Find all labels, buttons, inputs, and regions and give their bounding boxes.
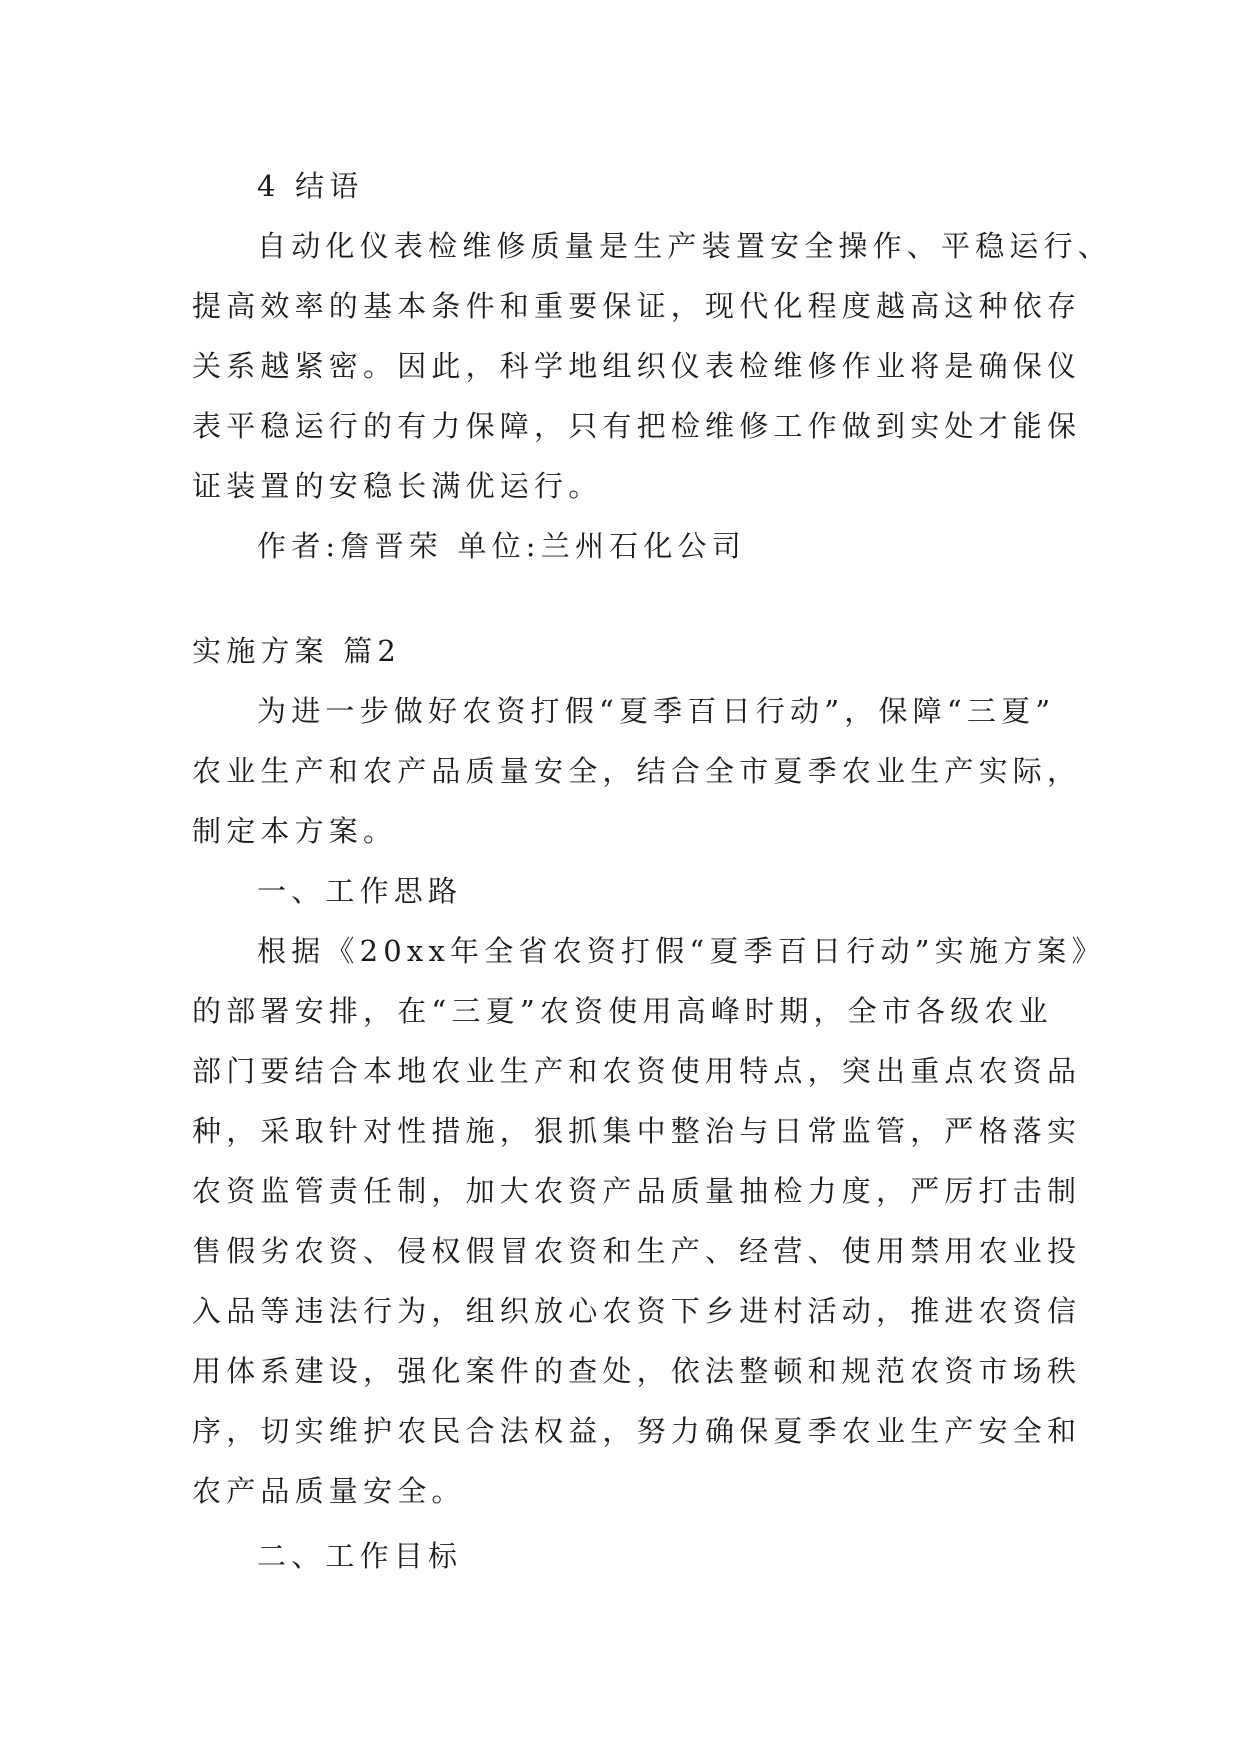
paragraph-line: 提高效率的基本条件和重要保证，现代化程度越高这种依存 [192, 289, 1082, 323]
document-title: 实施方案 篇2 [192, 634, 402, 668]
body-line: 售假劣农资、侵权假冒农资和生产、经营、使用禁用农业投 [192, 1234, 1082, 1268]
section-heading-conclusion: 4 结语 [257, 169, 364, 203]
paragraph-line: 自动化仪表检维修质量是生产装置安全操作、平稳运行、 [257, 229, 1113, 263]
intro-line: 为进一步做好农资打假“夏季百日行动”，保障“三夏” [257, 694, 1056, 728]
body-line: 种，采取针对性措施，狠抓集中整治与日常监管，严格落实 [192, 1114, 1082, 1148]
paragraph-line: 证装置的安稳长满优运行。 [192, 469, 603, 503]
paragraph-line: 表平稳运行的有力保障，只有把检维修工作做到实处才能保 [192, 409, 1082, 443]
intro-line: 农业生产和农产品质量安全，结合全市夏季农业生产实际， [192, 754, 1082, 788]
section-heading-approach: 一、工作思路 [257, 874, 463, 908]
intro-line: 制定本方案。 [192, 814, 398, 848]
author-line: 作者:詹晋荣 单位:兰州石化公司 [257, 529, 746, 563]
paragraph-line: 关系越紧密。因此，科学地组织仪表检维修作业将是确保仪 [192, 349, 1082, 383]
body-line: 入品等违法行为，组织放心农资下乡进村活动，推进农资信 [192, 1294, 1082, 1328]
body-line: 根据《20xx年全省农资打假“夏季百日行动”实施方案》 [257, 934, 1106, 968]
body-line: 部门要结合本地农业生产和农资使用特点，突出重点农资品 [192, 1054, 1082, 1088]
body-line: 用体系建设，强化案件的查处，依法整顿和规范农资市场秩 [192, 1354, 1082, 1388]
body-line: 序，切实维护农民合法权益，努力确保夏季农业生产安全和 [192, 1414, 1082, 1448]
body-line: 农产品质量安全。 [192, 1474, 466, 1508]
body-line: 农资监管责任制，加大农资产品质量抽检力度，严厉打击制 [192, 1174, 1082, 1208]
section-heading-goals: 二、工作目标 [257, 1539, 463, 1573]
body-line: 的部署安排，在“三夏”农资使用高峰时期，全市各级农业 [192, 994, 1053, 1028]
